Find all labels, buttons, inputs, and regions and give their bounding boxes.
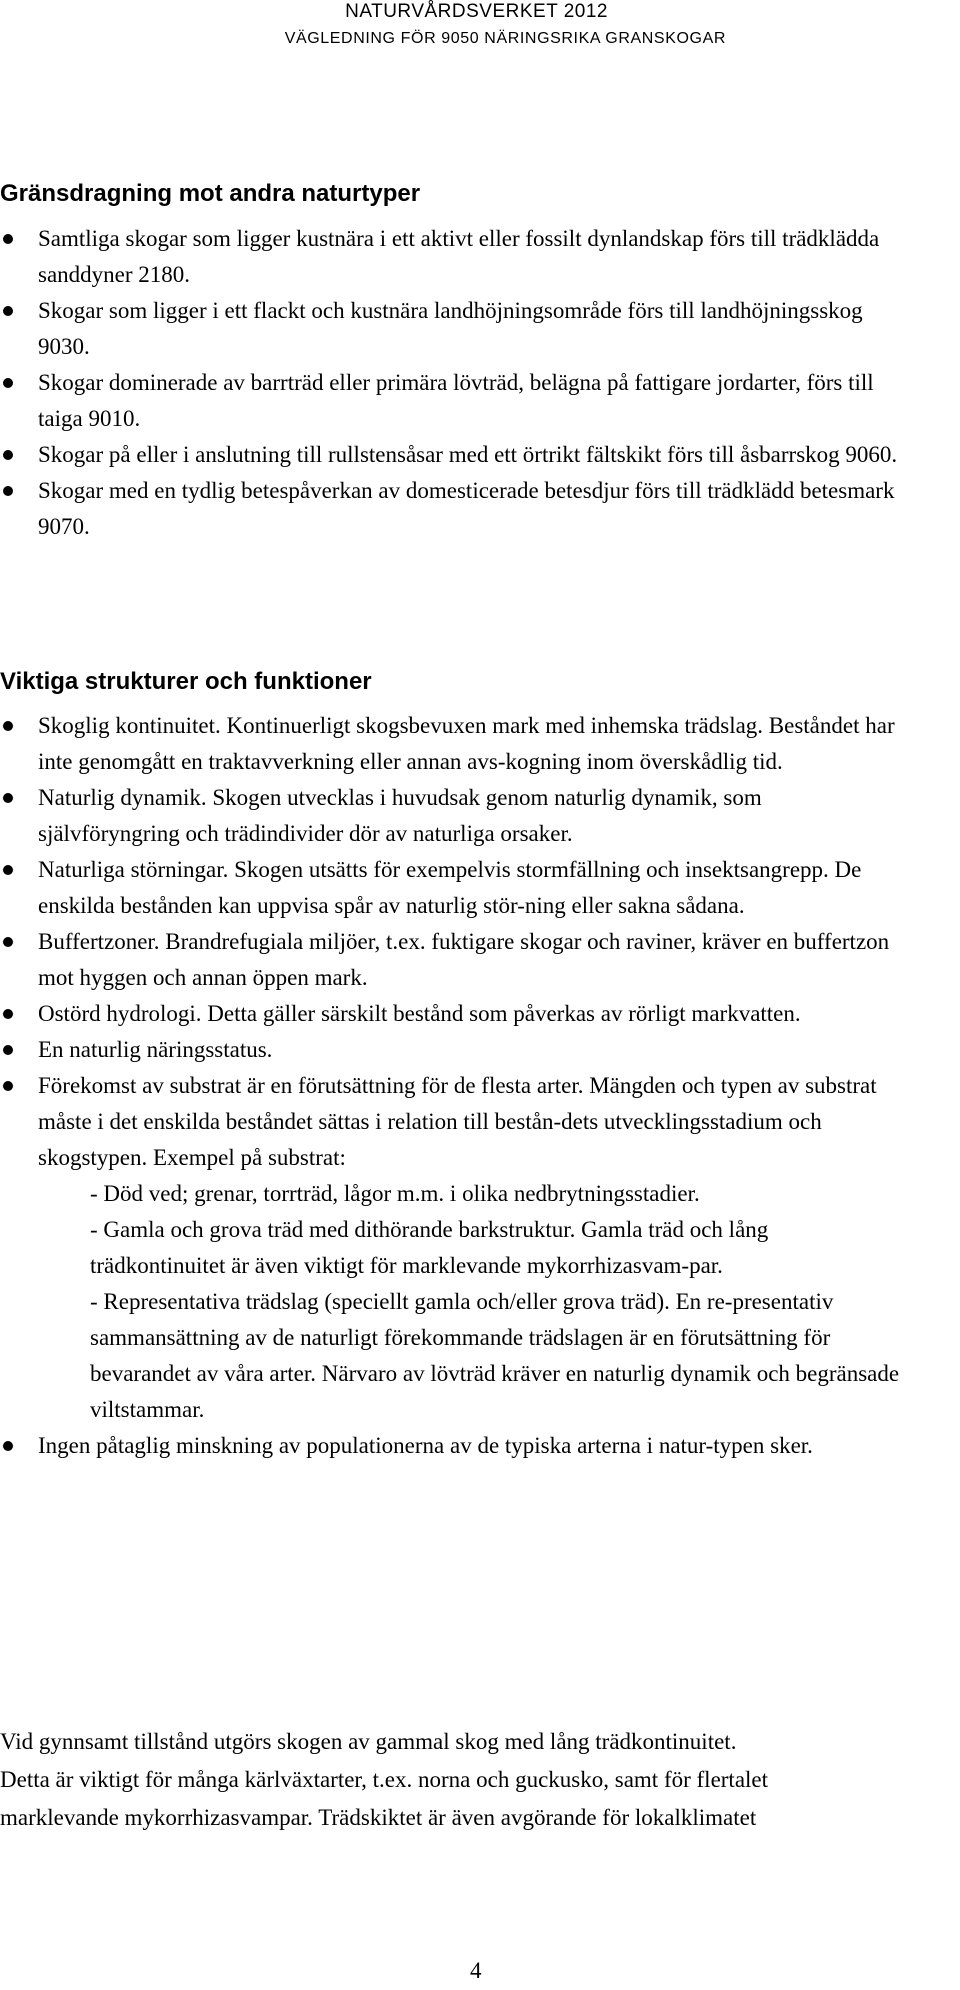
closing-line-1: Vid gynnsamt tillstånd utgörs skogen av gammal skog med lång trädkontinuitet. xyxy=(0,1729,737,1754)
section-heading-structures: Viktiga strukturer och funktioner xyxy=(0,668,372,695)
substrate-example-tree-species: - Representativa trädslag (speciellt gamla och/eller grova träd). En re-presentativ sammansättning av de naturligt förekommande trädslagen är en förutsättning för bevarandet av våra arter. Närvaro av lövträd kräver en naturlig dynamik och begränsade viltstammar. xyxy=(90,1289,900,1422)
list-item: Skoglig kontinuitet. Kontinuerligt skogsbevuxen mark med inhemska trädslag. Beståndet har inte genomgått en traktavverkning eller annan avs-kogning inom överskådlig tid. xyxy=(0,708,905,780)
bullet-icon xyxy=(3,937,13,947)
list-item: En naturlig näringsstatus. xyxy=(0,1032,905,1068)
list-item: Ostörd hydrologi. Detta gäller särskilt bestånd som påverkas av rörligt markvatten. xyxy=(0,996,905,1032)
bullet-icon xyxy=(3,486,13,496)
bullet-icon xyxy=(3,721,13,731)
bullet-icon xyxy=(3,1081,13,1091)
bullet-icon xyxy=(3,865,13,875)
bullet-icon xyxy=(3,306,13,316)
list-item: Skogar som ligger i ett flackt och kustnära landhöjningsområde förs till landhöjningsskog 9030. xyxy=(0,293,905,365)
bullet-icon xyxy=(3,450,13,460)
closing-paragraph xyxy=(0,1723,960,1837)
list-item: Skogar dominerade av barrträd eller primära lövträd, belägna på fattigare jordarter, förs till taiga 9010. xyxy=(0,365,905,437)
bullet-icon xyxy=(3,793,13,803)
page-number: 4 xyxy=(470,1958,482,1983)
list-item: Skogar med en tydlig betespåverkan av domesticerade betesdjur förs till trädklädd betesmark 9070. xyxy=(0,473,905,545)
bullet-icon xyxy=(3,234,13,244)
structures-list xyxy=(0,708,905,1464)
list-item-substrate: Förekomst av substrat är en förutsättning för de flesta arter. Mängden och typen av substrat måste i det enskilda beståndet sättas i relation till bestån-dets utvecklingsstadium och skogstypen. Exempel på substrat: - Död ved; grenar, torrträd, lågor m.m. i olika nedbrytningsstadier. - Gamla och grova träd med dithörande barkstruktur. Gamla träd och lång trädkontinuitet är även viktigt för marklevande mykorrhizasvam-par. - Representativa trädslag (speciellt gamla och/eller grova träd). En re-presentativ sammansättning av de naturligt förekommande trädslagen är en förutsättning för bevarandet av våra arter. Närvaro av lövträd kräver en naturlig dynamik och begränsade viltstammar. xyxy=(0,1068,905,1428)
bullet-icon xyxy=(3,1441,13,1451)
boundaries-list xyxy=(0,221,905,545)
list-item: Buffertzoner. Brandrefugiala miljöer, t.ex. fuktigare skogar och raviner, kräver en buffertzon mot hyggen och annan öppen mark. xyxy=(0,924,905,996)
substrate-example-dead-wood: - Död ved; grenar, torrträd, lågor m.m. i olika nedbrytningsstadier. xyxy=(90,1181,700,1206)
section-heading-boundaries: Gränsdragning mot andra naturtyper xyxy=(0,180,421,207)
document-title: VÄGLEDNING FÖR 9050 NÄRINGSRIKA GRANSKOGAR xyxy=(284,30,726,47)
bullet-icon xyxy=(3,1045,13,1055)
closing-line-2: Detta är viktigt för många kärlväxtarter, t.ex. norna och guckusko, samt för flertalet xyxy=(0,1767,769,1792)
list-item: Naturlig dynamik. Skogen utvecklas i huvudsak genom naturlig dynamik, som självföryngring och trädindivider dör av naturliga orsaker. xyxy=(0,780,905,852)
list-item: Skogar på eller i anslutning till rullstensåsar med ett örtrikt fältskikt förs till åsbarrskog 9060. xyxy=(0,437,905,473)
list-item: Ingen påtaglig minskning av populationerna av de typiska arterna i natur-typen sker. xyxy=(0,1428,905,1464)
bullet-icon xyxy=(3,378,13,388)
publisher-title: NATURVÅRDSVERKET 2012 xyxy=(345,1,608,22)
list-item: Naturliga störningar. Skogen utsätts för exempelvis stormfällning och insektsangrepp. De enskilda bestånden kan uppvisa spår av naturlig stör-ning eller sakna sådana. xyxy=(0,852,905,924)
bullet-icon xyxy=(3,1009,13,1019)
list-item: Samtliga skogar som ligger kustnära i ett aktivt eller fossilt dynlandskap förs till trädklädda sanddyner 2180. xyxy=(0,221,905,293)
closing-line-3: marklevande mykorrhizasvampar. Trädskiktet är även avgörande för lokalklimatet xyxy=(0,1805,757,1830)
substrate-example-old-trees: - Gamla och grova träd med dithörande barkstruktur. Gamla träd och lång trädkontinuitet är även viktigt för marklevande mykorrhizasvam-par. xyxy=(90,1217,769,1278)
